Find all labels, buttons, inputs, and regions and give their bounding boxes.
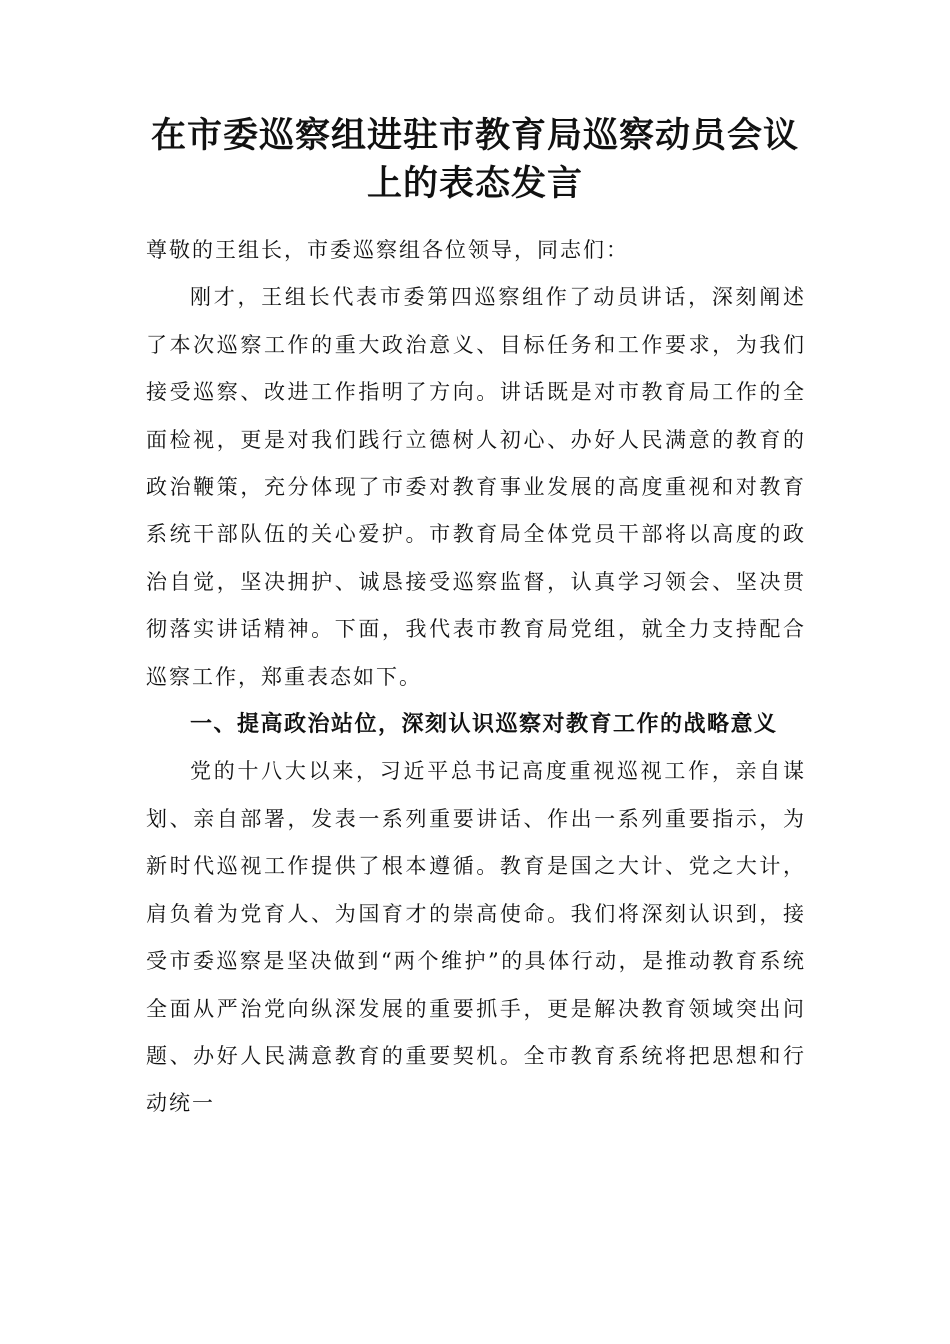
salutation: 尊敬的王组长，市委巡察组各位领导，同志们： — [146, 238, 629, 262]
title-line-2: 上的表态发言 — [366, 163, 583, 204]
title-line-1: 在市委巡察组进驻市教育局巡察动员会议 — [150, 115, 799, 156]
paragraph-2: 党的十八大以来，习近平总书记高度重视巡视工作，亲自谋划、亲自部署，发表一系列重要讲话、作出一系列重要指示，为新时代巡视工作提供了根本遵循。教育是国之大计、党之大计，肩负着为党育人、为国育才的崇高使命。我们将深刻认识到，接受市委巡察是坚决做到“两个维护”的具体行动，是推动教育系统全面从严治党向纵深发展的重要抓手，更是解决教育领域突出问题、办好人民满意教育的重要契机。全市教育系统将把思想和行动统一 — [146, 759, 806, 1116]
document-body — [146, 227, 806, 1128]
paragraph-1: 刚才，王组长代表市委第四巡察组作了动员讲话，深刻阐述了本次巡察工作的重大政治意义、目标任务和工作要求，为我们接受巡察、改进工作指明了方向。讲话既是对市教育局工作的全面检视，更是对我们践行立德树人初心、办好人民满意的教育的政治鞭策，充分体现了市委对教育事业发展的高度重视和对教育系统干部队伍的关心爱护。市教育局全体党员干部将以高度的政治自觉，坚决拥护、诚恳接受巡察监督，认真学习领会、坚决贯彻落实讲话精神。下面，我代表市教育局党组，就全力支持配合巡察工作，郑重表态如下。 — [146, 285, 806, 689]
section-heading-1: 一、提高政治站位，深刻认识巡察对教育工作的战略意义 — [190, 712, 778, 738]
document-title — [140, 112, 810, 208]
